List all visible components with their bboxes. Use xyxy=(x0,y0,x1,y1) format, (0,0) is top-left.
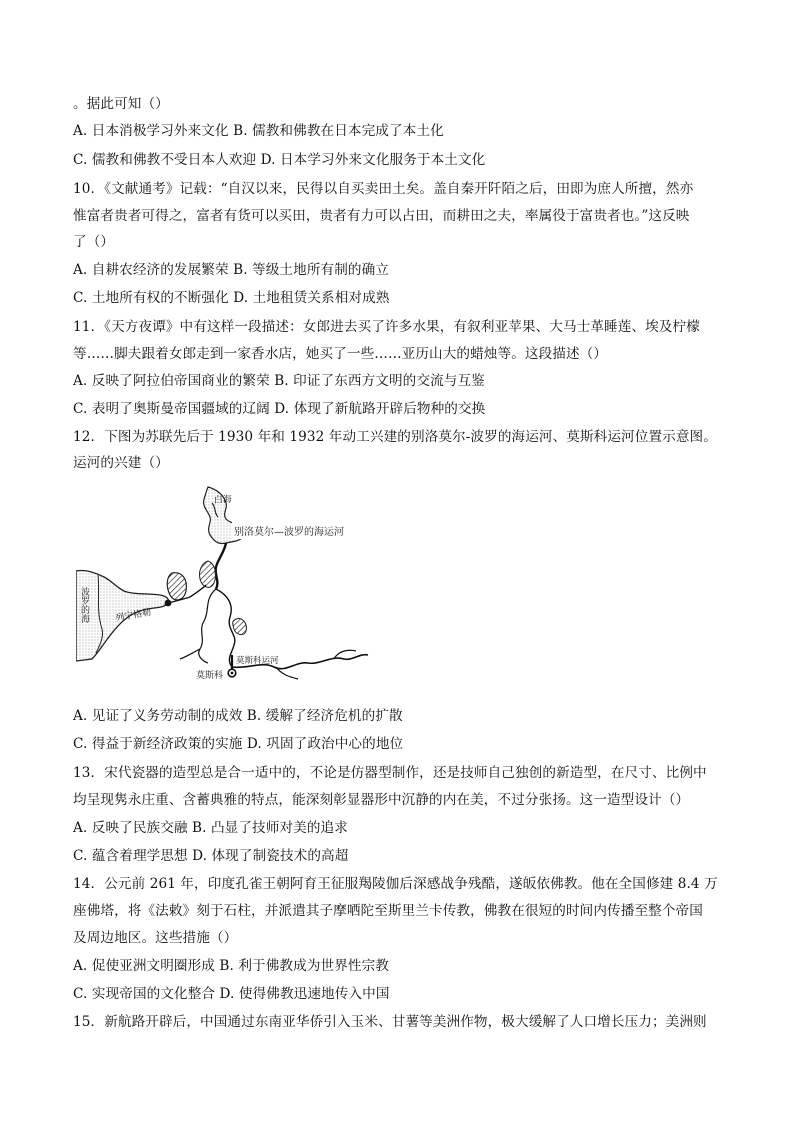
lake-ladoga xyxy=(167,573,186,600)
white-sea-label: 白海 xyxy=(213,494,233,506)
question-11-option-ab: A. 反映了阿拉伯帝国商业的繁荣 B. 印证了东西方文明的交流与互鉴 xyxy=(73,373,485,389)
moscow-canal-label: 莫斯科运河 xyxy=(236,656,279,666)
question-9-stem-end: 。据此可知（） xyxy=(73,96,169,112)
question-9-option-ab: A. 日本消极学习外来文化 B. 儒教和佛教在日本完成了本土化 xyxy=(73,123,444,139)
question-12-option-cd: C. 得益于新经济政策的实施 D. 巩固了政治中心的地位 xyxy=(73,736,404,752)
question-10-option-cd: C. 土地所有权的不断强化 D. 土地租赁关系相对成熟 xyxy=(73,290,390,306)
moscow-label: 莫斯科 xyxy=(196,671,224,681)
question-12-stem-1: 12．下图为苏联先后于 1930 年和 1932 年动工兴建的别洛莫尔-波罗的海运河、莫斯科运河位置示意图。 xyxy=(73,429,717,445)
lake-onega xyxy=(199,561,215,587)
question-14-stem-3: 及周边地区。这些措施（） xyxy=(73,930,238,946)
question-10-stem-1: 10．《文献通考》记载：“自汉以来，民得以自买卖田土矣。盖自秦开阡陌之后，田即为庶人所擅，然亦 xyxy=(73,181,694,197)
belomor-canal-label: 别洛莫尔—波罗的海运河 xyxy=(234,527,344,538)
baltic-sea-label: 波罗的海 xyxy=(79,587,89,623)
question-13-stem-1: 13．宋代瓷器的造型总是合一适中的，不论是仿器型制作，还是技师自己独创的新造型，在尺寸、比例中 xyxy=(73,765,707,781)
belomor-canal-line xyxy=(216,543,226,589)
question-13-option-cd: C. 蕴含着理学思想 D. 体现了制瓷技术的高超 xyxy=(73,848,349,864)
question-9-option-cd: C. 儒教和佛教不受日本人欢迎 D. 日本学习外来文化服务于本土文化 xyxy=(73,152,486,168)
question-14-option-cd: C. 实现帝国的文化整合 D. 使得佛教迅速地传入中国 xyxy=(73,986,390,1002)
question-14-option-ab: A. 促使亚洲文明圈形成 B. 利于佛教成为世界性宗教 xyxy=(73,958,389,974)
question-10-stem-2: 惟富者贵者可得之，富者有货可以买田，贵者有力可以占田，而耕田之夫，率属役于富贵者也。”这反映 xyxy=(73,208,690,224)
question-12-stem-2: 运河的兴建（） xyxy=(73,455,169,471)
question-11-option-cd: C. 表明了奥斯曼帝国疆域的辽阔 D. 体现了新航路开辟后物种的交换 xyxy=(73,401,486,417)
rybinsk-reservoir xyxy=(233,619,247,635)
leningrad-marker xyxy=(165,600,172,607)
canal-map-svg xyxy=(76,483,376,683)
svir-river xyxy=(190,585,206,597)
leningrad-label: 列宁格勒 xyxy=(114,607,152,624)
canal-map-figure xyxy=(76,483,376,683)
question-11-stem-1: 11．《天方夜谭》中有这样一段描述：女郎进去买了许多水果，有叙利亚苹果、大马士革睡莲、埃及柠檬 xyxy=(73,319,700,335)
question-13-stem-2: 均呈现隽永庄重、含蓄典雅的特点，能深刻彰显器形中沉静的内在美，不过分张扬。这一造型设计（） xyxy=(73,792,690,808)
question-10-stem-3: 了（） xyxy=(73,234,115,250)
question-14-stem-1: 14．公元前 261 年，印度孔雀王朝阿育王征服羯陵伽后深感战争残酷，遂皈依佛教。他在全国修建 8.4 万 xyxy=(73,876,718,892)
question-10-option-ab: A. 自耕农经济的发展繁荣 B. 等级土地所有制的确立 xyxy=(73,262,389,278)
question-15-stem-1: 15．新航路开辟后，中国通过东南亚华侨引入玉米、甘薯等美洲作物，极大缓解了人口增长压力；美洲则 xyxy=(73,1014,707,1030)
question-12-option-ab: A. 见证了义务劳动制的成效 B. 缓解了经济危机的扩散 xyxy=(73,708,403,724)
question-13-option-ab: A. 反映了民族交融 B. 凸显了技师对美的追求 xyxy=(73,820,348,836)
question-14-stem-2: 座佛塔，将《法敕》刻于石柱，并派遣其子摩哂陀至斯里兰卡传教，佛教在很短的时间内传播至整个帝国 xyxy=(73,903,703,919)
question-11-stem-2: 等……脚夫跟着女郎走到一家香水店，她买了一些……亚历山大的蜡烛等。这段描述（） xyxy=(73,346,608,362)
